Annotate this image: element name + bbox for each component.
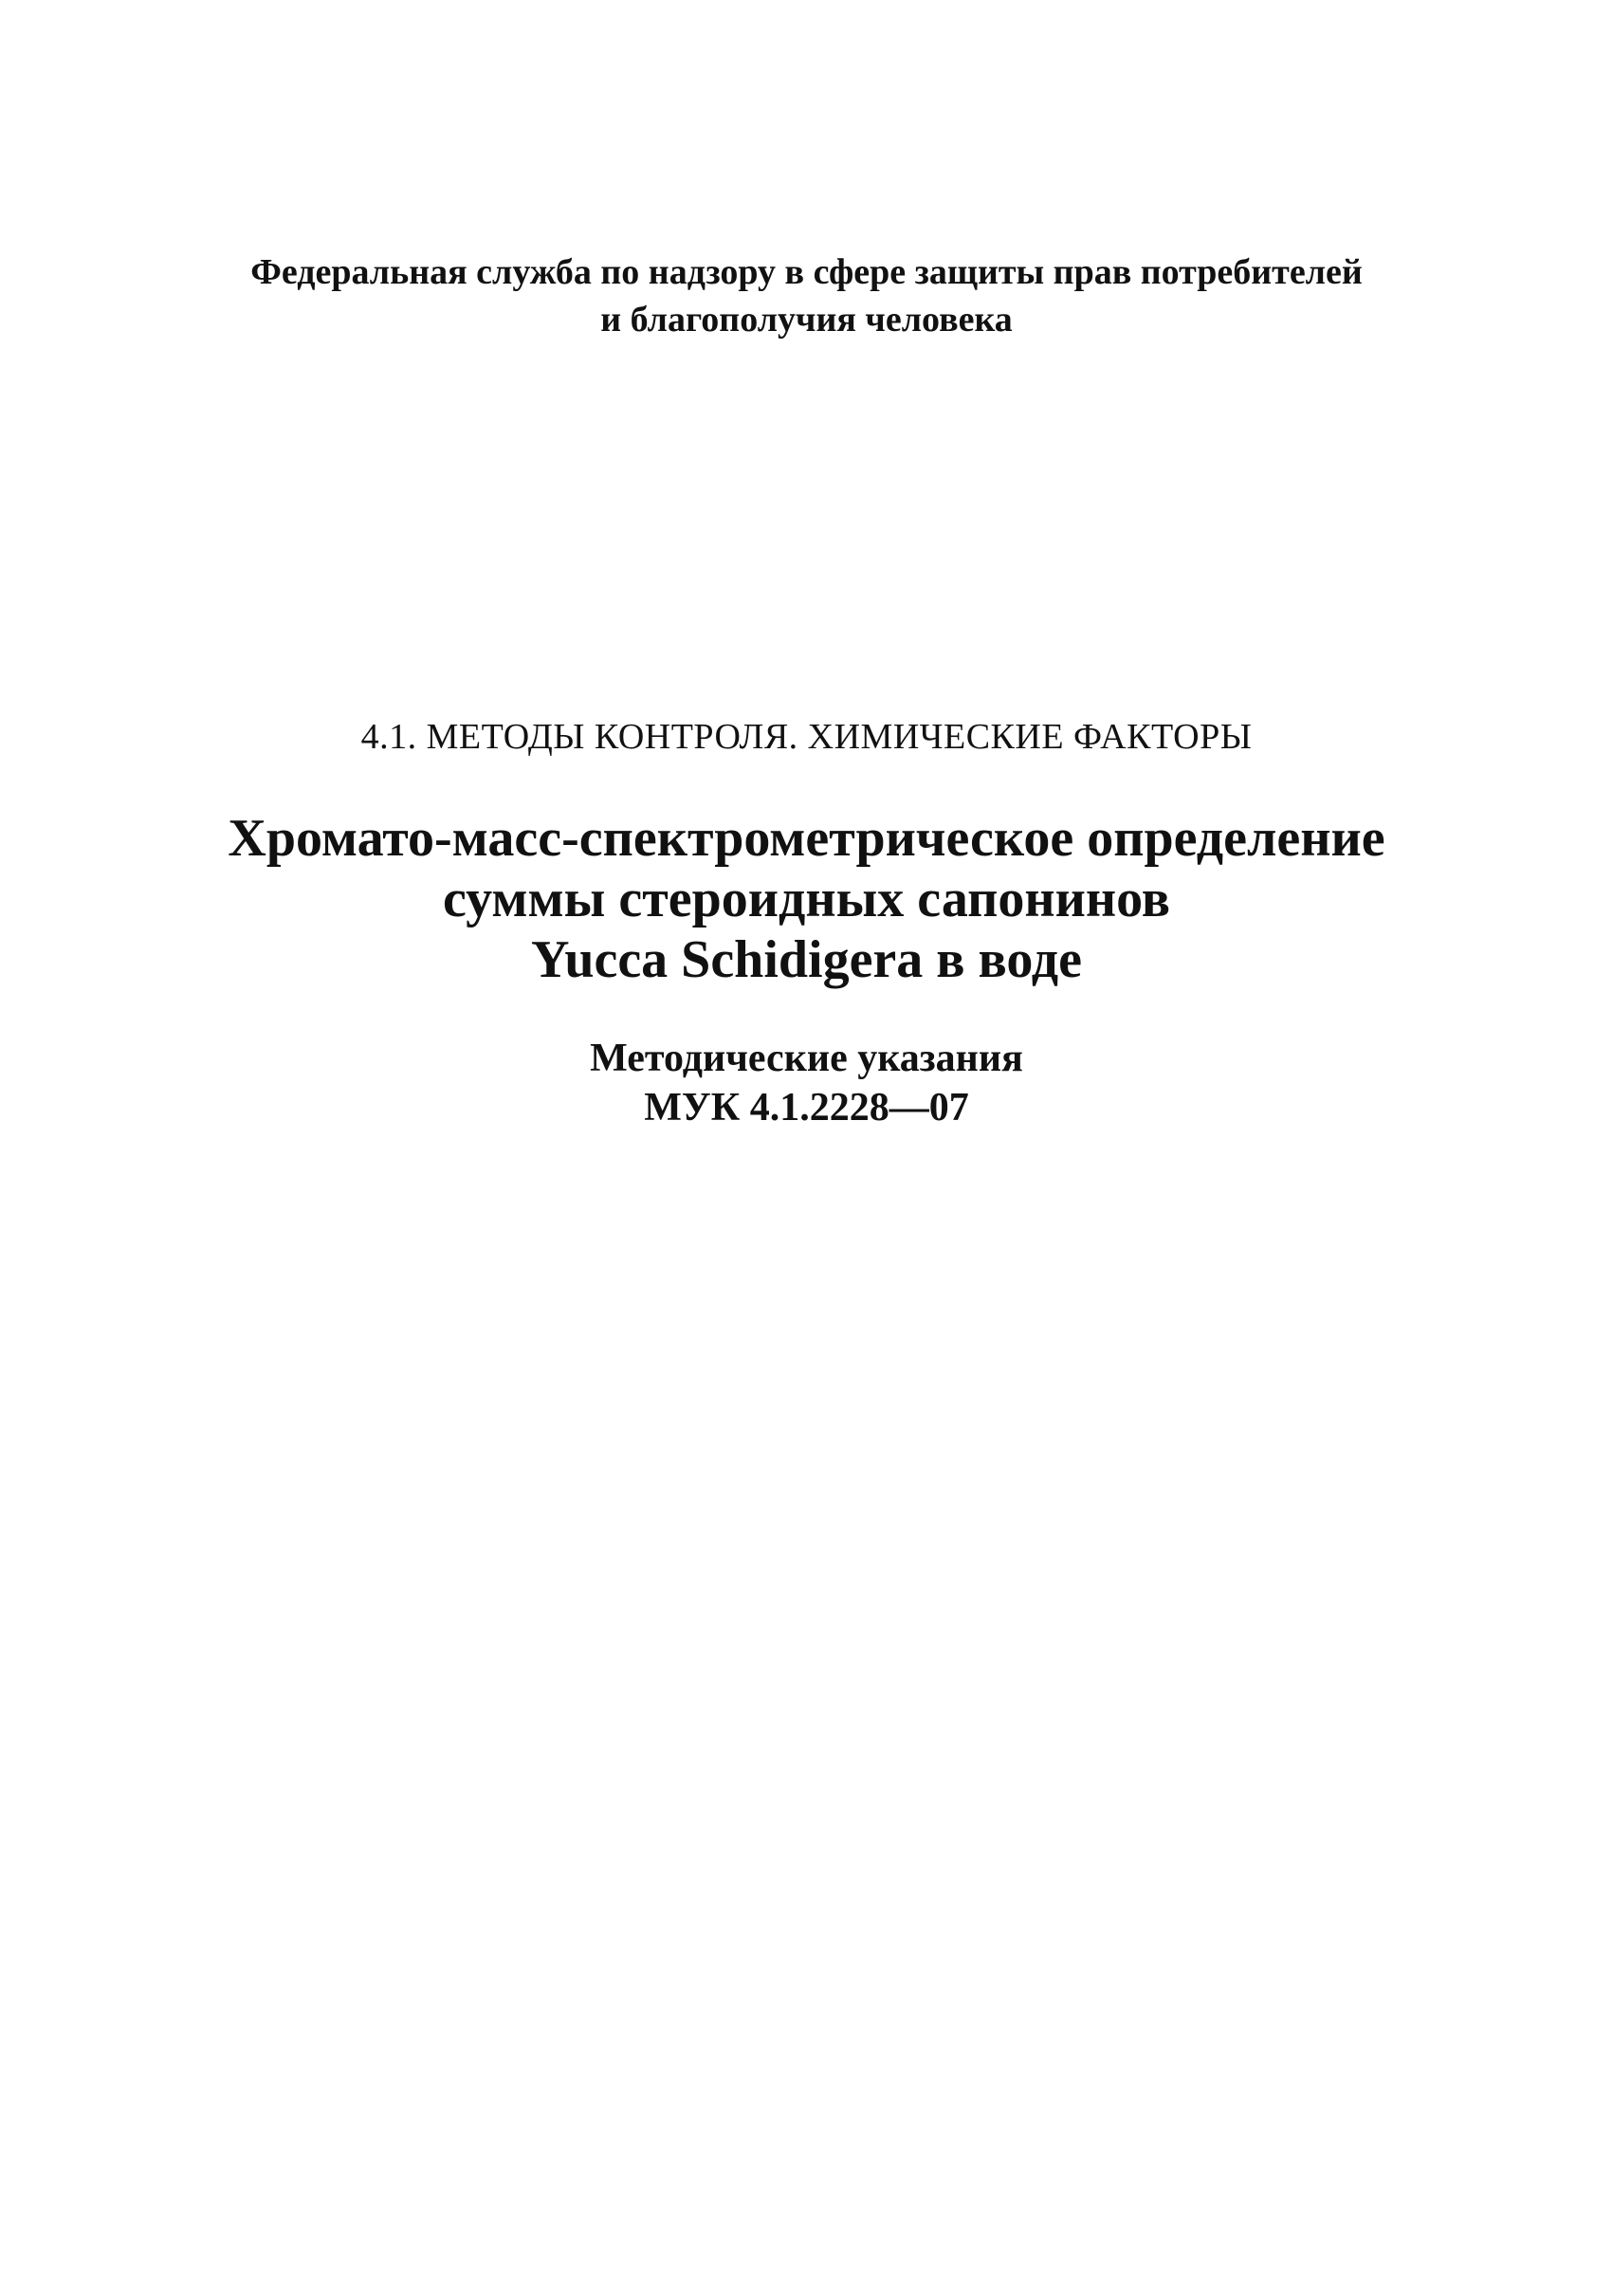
section-heading: 4.1. МЕТОДЫ КОНТРОЛЯ. ХИМИЧЕСКИЕ ФАКТОРЫ [360, 717, 1253, 757]
agency-line-2: и благополучия человека [600, 300, 1013, 340]
agency-line-1: Федеральная служба по надзору в сфере защиты прав потребителей [250, 252, 1363, 292]
document-type: Методические указания [590, 1037, 1023, 1080]
agency-header [0, 248, 1613, 343]
title-line-3: Yucca Schidigera в воде [531, 930, 1082, 989]
title-line-1: Хромато-масс-спектрометрическое определение [228, 809, 1385, 868]
title-line-2: суммы стероидных сапонинов [442, 870, 1171, 928]
document-code: МУК 4.1.2228—07 [644, 1086, 969, 1130]
document-type-block [0, 1034, 1613, 1132]
document-title [0, 808, 1613, 990]
